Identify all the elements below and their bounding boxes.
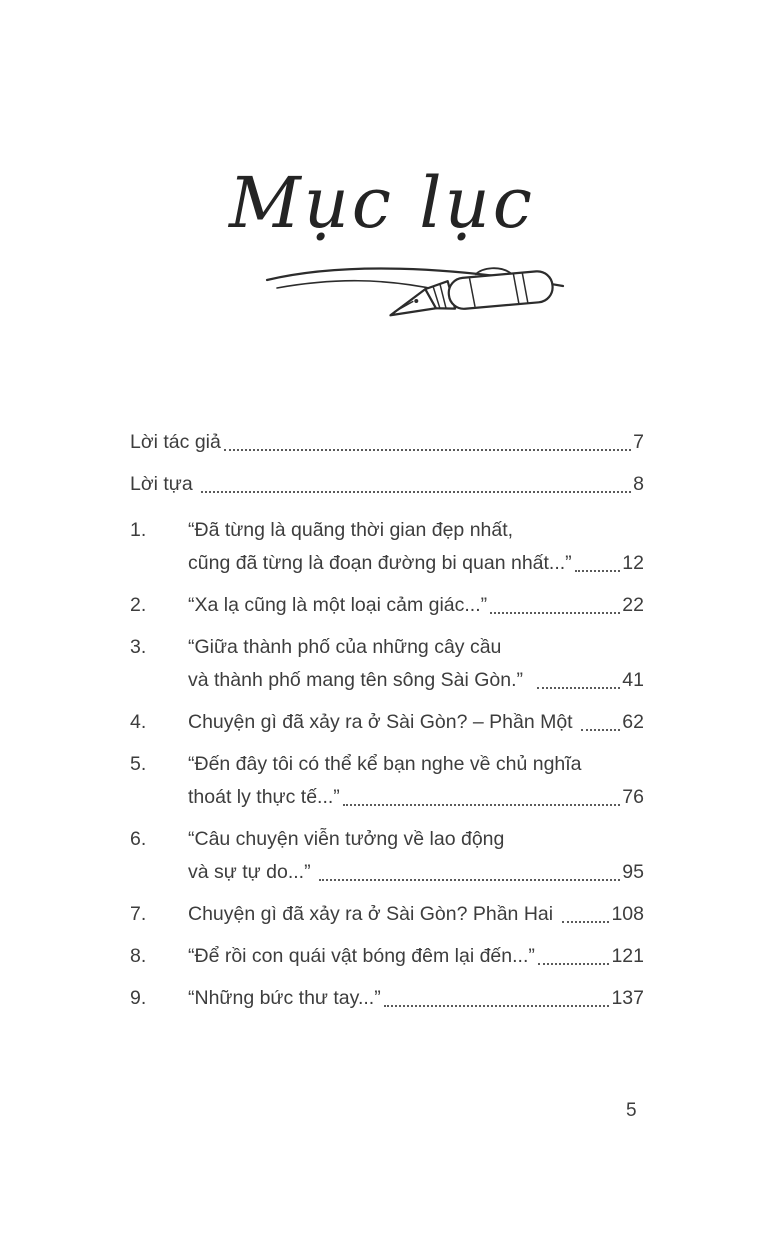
toc-line: [188, 547, 644, 580]
toc-line: [188, 940, 644, 973]
toc-item-lines: [188, 706, 644, 739]
dot-leader: [581, 729, 620, 731]
toc-item-lines: [188, 823, 644, 889]
toc-item: [130, 426, 644, 459]
dot-leader: [201, 491, 631, 493]
toc-line: [188, 589, 644, 622]
dot-leader: [343, 804, 621, 806]
toc-entry-title: “Đến đây tôi có thể kể bạn nghe về chủ nghĩa: [188, 753, 582, 775]
toc-entry-title: “Xa lạ cũng là một loại cảm giác...”: [188, 594, 488, 616]
toc-line: [188, 781, 644, 814]
page-title: Mục lục: [229, 162, 535, 244]
toc-item-lines: [188, 982, 644, 1015]
toc-entry-page: 7: [633, 431, 644, 453]
toc-item: [130, 823, 644, 889]
toc-item: [130, 748, 644, 814]
toc-item-lines: [188, 514, 644, 580]
toc-entry-title: và sự tự do...”: [188, 861, 316, 883]
toc-entry-title: “Câu chuyện viễn tưởng về lao động: [188, 828, 505, 850]
toc-item-lines: [188, 940, 644, 973]
toc-entry-title: và thành phố mang tên sông Sài Gòn.”: [188, 669, 534, 691]
toc-item-number: 1.: [130, 519, 147, 541]
fountain-pen-illustration: [48, 250, 780, 334]
toc-entry-title: Chuyện gì đã xảy ra ở Sài Gòn? – Phần Một: [188, 711, 579, 733]
toc-item-lines: [188, 748, 644, 814]
toc-entry-title: Chuyện gì đã xảy ra ở Sài Gòn? Phần Hai: [188, 903, 559, 925]
toc-item-lines: [130, 468, 644, 501]
toc-item-number: 4.: [130, 711, 147, 733]
toc-item-lines: [188, 589, 644, 622]
dot-leader: [537, 687, 620, 689]
toc-item: [130, 982, 644, 1015]
toc-line: [188, 748, 644, 781]
toc-item-number: 6.: [130, 828, 147, 850]
toc-item: [130, 514, 644, 580]
toc-list: [130, 426, 644, 1015]
toc-item-number: 5.: [130, 753, 147, 775]
toc-entry-page: 12: [622, 552, 644, 574]
toc-line: [188, 631, 644, 664]
toc-entry-page: 8: [633, 473, 644, 495]
toc-line: [130, 468, 644, 501]
toc-line: [188, 856, 644, 889]
toc-item-number: 3.: [130, 636, 147, 658]
toc-item-number: 2.: [130, 594, 147, 616]
dot-leader: [224, 449, 631, 451]
toc-entry-page: 108: [611, 903, 644, 925]
toc-entry-title: Lời tựa: [130, 473, 199, 495]
toc-item: [130, 468, 644, 501]
toc-item: [130, 898, 644, 931]
fountain-pen-icon: [263, 250, 613, 334]
toc-line: [188, 706, 644, 739]
toc-entry-page: 76: [622, 786, 644, 808]
toc-entry-page: 121: [611, 945, 644, 967]
toc-item: [130, 940, 644, 973]
toc-entry-page: 95: [622, 861, 644, 883]
toc-line: [188, 823, 644, 856]
toc-entry-title: Lời tác giả: [130, 431, 221, 453]
toc-entry-title: “Đã từng là quãng thời gian đẹp nhất,: [188, 519, 514, 541]
toc-item-number: 9.: [130, 987, 147, 1009]
toc-line: [130, 426, 644, 459]
toc-entry-title: “Những bức thư tay...”: [188, 987, 381, 1009]
toc-item-lines: [188, 898, 644, 931]
toc-line: [188, 664, 644, 697]
toc-entry-page: 41: [622, 669, 644, 691]
toc-entry-page: 22: [622, 594, 644, 616]
toc-line: [188, 514, 644, 547]
dot-leader: [319, 879, 620, 881]
toc-item: [130, 631, 644, 697]
footer-page-number: 5: [626, 1100, 637, 1121]
dot-leader: [562, 921, 610, 923]
toc-entry-title: thoát ly thực tế...”: [188, 786, 340, 808]
toc-item-number: 7.: [130, 903, 147, 925]
dot-leader: [575, 570, 621, 572]
toc-item: [130, 706, 644, 739]
toc-entry-page: 137: [611, 987, 644, 1009]
toc-item-lines: [130, 426, 644, 459]
toc-entry-title: “Giữa thành phố của những cây cầu: [188, 636, 502, 658]
toc-entry-page: 62: [622, 711, 644, 733]
dot-leader: [384, 1005, 610, 1007]
toc-item-number: 8.: [130, 945, 147, 967]
dot-leader: [490, 612, 620, 614]
toc-item: [130, 589, 644, 622]
toc-item-lines: [188, 631, 644, 697]
toc-entry-title: “Để rồi con quái vật bóng đêm lại đến...”: [188, 945, 535, 967]
dot-leader: [538, 963, 610, 965]
toc-line: [188, 898, 644, 931]
toc-entry-title: cũng đã từng là đoạn đường bi quan nhất...”: [188, 552, 572, 574]
toc-line: [188, 982, 644, 1015]
